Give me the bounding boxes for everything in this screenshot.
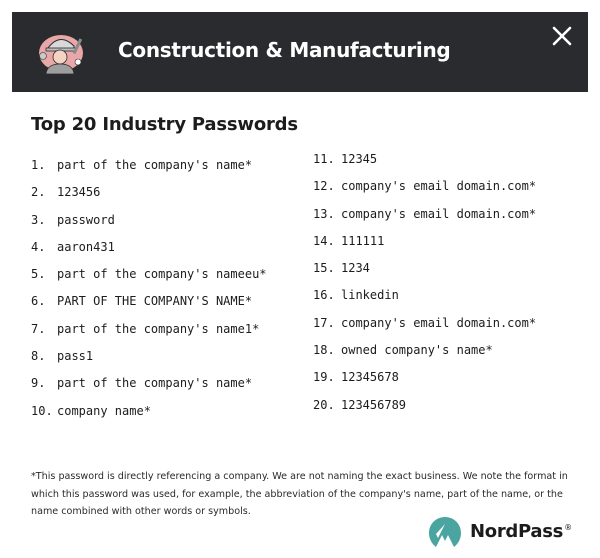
list-item xyxy=(31,348,267,375)
item-number: 5. xyxy=(31,267,46,282)
list-item xyxy=(313,233,536,260)
brand-name-text: NordPass xyxy=(470,521,564,542)
list-item xyxy=(31,293,267,320)
password-value: 12345 xyxy=(341,152,378,166)
list-item xyxy=(31,375,267,402)
list-item xyxy=(313,151,536,178)
password-value: PART OF THE COMPANY'S NAME* xyxy=(57,294,253,309)
list-item xyxy=(31,403,267,430)
list-item xyxy=(313,369,536,396)
brand-name xyxy=(470,521,572,542)
password-value: 111111 xyxy=(341,233,385,248)
item-number: 4. xyxy=(31,239,46,254)
password-value: pass1 xyxy=(57,349,94,364)
password-value: company's email domain.com* xyxy=(341,315,537,330)
item-number: 17. xyxy=(313,315,335,330)
item-number: 16. xyxy=(313,288,335,303)
list-item xyxy=(31,157,267,184)
close-icon[interactable] xyxy=(550,24,574,48)
list-item xyxy=(31,239,267,266)
page-title: Construction & Manufacturing xyxy=(118,38,451,62)
password-list-right xyxy=(313,151,536,424)
item-number: 20. xyxy=(313,397,335,412)
construction-worker-illustration-icon xyxy=(34,26,86,78)
item-number: 14. xyxy=(313,233,335,248)
password-value: 12345678 xyxy=(341,370,399,385)
item-number: 3. xyxy=(31,212,46,227)
list-item xyxy=(313,397,536,424)
item-number: 15. xyxy=(313,261,335,276)
section-title: Top 20 Industry Passwords xyxy=(31,114,298,135)
item-number: 8. xyxy=(31,349,46,364)
footnote: *This password is directly referencing a company. We are not naming the exact business. We note the format in which this password was used, for example, the abbreviation of the company's name, part of the name, or the name combined with other words or symbols. xyxy=(31,471,568,517)
password-value: 1234 xyxy=(341,261,370,276)
password-value: 123456 xyxy=(57,185,101,200)
password-value: owned company's name* xyxy=(341,343,493,358)
item-number: 13. xyxy=(313,206,335,221)
nordpass-logo-icon xyxy=(426,515,464,549)
password-list-left xyxy=(31,157,267,430)
item-number: 9. xyxy=(31,376,46,391)
list-item xyxy=(31,184,267,211)
item-number: 10. xyxy=(31,403,53,418)
registered-mark: ® xyxy=(564,523,572,532)
list-item xyxy=(31,212,267,239)
list-item xyxy=(313,315,536,342)
password-value: company's email domain.com* xyxy=(341,179,537,194)
item-number: 7. xyxy=(31,321,46,336)
password-value: part of the company's name1* xyxy=(57,321,260,336)
item-number: 2. xyxy=(31,185,46,200)
list-item xyxy=(313,178,536,205)
item-number: 1. xyxy=(31,158,46,172)
list-item xyxy=(31,266,267,293)
list-item xyxy=(31,321,267,348)
password-value: password xyxy=(57,212,115,227)
password-value: company name* xyxy=(57,403,151,418)
password-value: linkedin xyxy=(341,288,399,303)
list-item xyxy=(313,260,536,287)
list-item xyxy=(313,342,536,369)
password-value: part of the company's name* xyxy=(57,376,253,391)
password-value: aaron431 xyxy=(57,239,115,254)
item-number: 12. xyxy=(313,179,335,194)
item-number: 6. xyxy=(31,294,46,309)
brand xyxy=(426,513,576,549)
item-number: 19. xyxy=(313,370,335,385)
password-value: part of the company's name* xyxy=(57,158,253,172)
list-item xyxy=(313,287,536,314)
list-item xyxy=(313,206,536,233)
item-number: 18. xyxy=(313,343,335,358)
password-value: part of the company's nameeu* xyxy=(57,267,267,282)
password-value: 123456789 xyxy=(341,397,407,412)
password-value: company's email domain.com* xyxy=(341,206,537,221)
item-number: 11. xyxy=(313,152,335,166)
header-bar xyxy=(12,12,588,92)
